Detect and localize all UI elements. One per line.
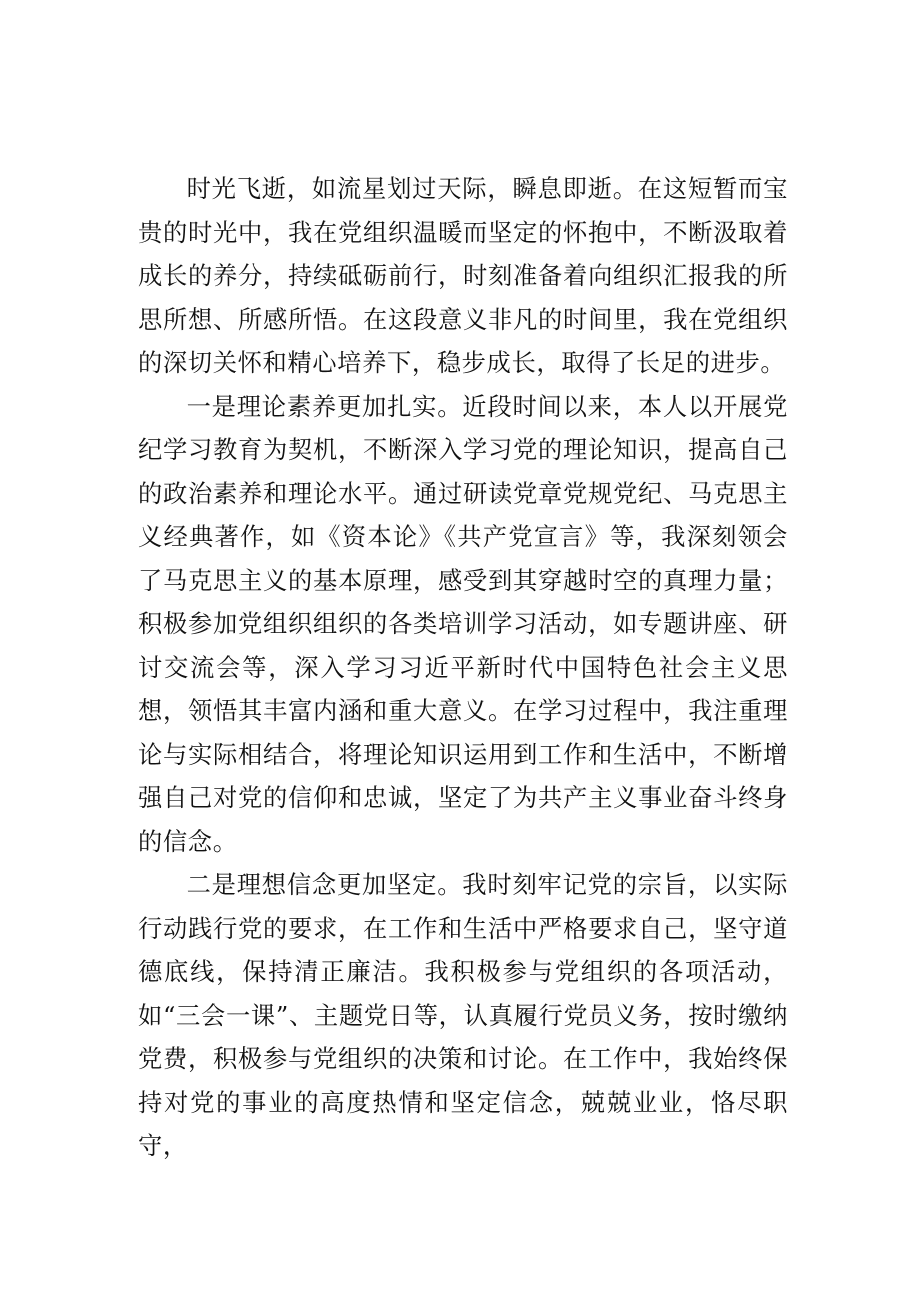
paragraph-belief: 二是理想信念更加坚定。我时刻牢记党的宗旨，以实际行动践行党的要求，在工作和生活中严格要求自己，坚守道德底线，保持清正廉洁。我积极参与党组织的各项活动，如“三会一课”、主题党日等，认真履行党员义务，按时缴纳党费，积极参与党组织的决策和讨论。在工作中，我始终保持对党的事业的高度热情和坚定信念，兢兢业业，恪尽职守， [138, 870, 788, 1160]
paragraph-intro: 时光飞逝，如流星划过天际，瞬息即逝。在这短暂而宝贵的时光中，我在党组织温暖而坚定的怀抱中，不断汲取着成长的养分，持续砥砺前行，时刻准备着向组织汇报我的所思所想、所感所悟。在这段意义非凡的时间里，我在党组织的深切关怀和精心培养下，稳步成长，取得了长足的进步。 [138, 174, 788, 377]
paragraph-theory: 一是理论素养更加扎实。近段时间以来，本人以开展党纪学习教育为契机，不断深入学习党的理论知识，提高自己的政治素养和理论水平。通过研读党章党规党纪、马克思主义经典著作，如《资本论》《共产党宣言》等，我深刻领会了马克思主义的基本原理，感受到其穿越时空的真理力量；积极参加党组织组织的各类培训学习活动，如专题讲座、研讨交流会等，深入学习习近平新时代中国特色社会主义思想，领悟其丰富内涵和重大意义。在学习过程中，我注重理论与实际相结合，将理论知识运用到工作和生活中，不断增强自己对党的信仰和忠诚，坚定了为共产主义事业奋斗终身的信念。 [138, 391, 788, 856]
document-body [138, 167, 788, 1168]
